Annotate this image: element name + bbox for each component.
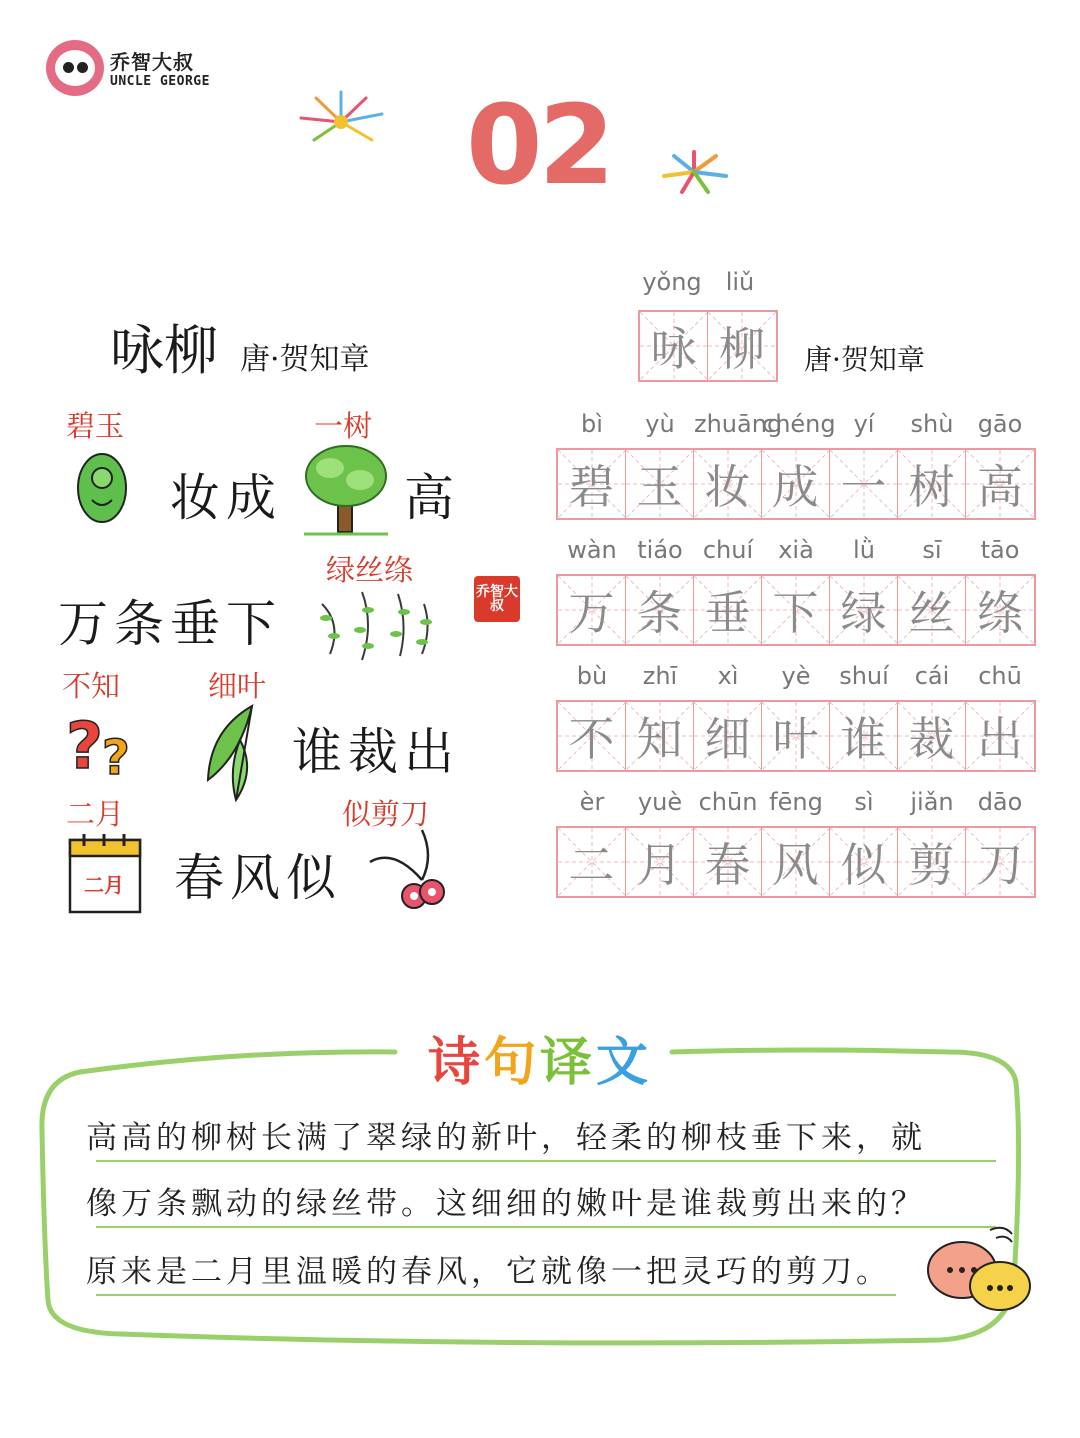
hint-xiye: 细叶 [208,669,267,703]
title-char: 诗 [427,1033,484,1093]
grid-char: 树 [908,460,955,514]
grid-char: 谁 [840,712,887,766]
pinyin: lǜ [853,536,875,564]
seal-stamp: 乔智大叔 [474,576,520,622]
pinyin: tiáo [637,536,683,564]
translation-title [0,1020,1080,1095]
pinyin: xì [717,662,739,690]
grid-char: 妆 [704,460,751,514]
grid-char: 一 [840,460,887,514]
hint-lvsitao: 绿丝绦 [326,553,414,587]
pinyin: shù [910,410,954,438]
hint-yishu: 一树 [314,409,373,443]
pinyin: yǒng [642,268,702,296]
pinyin: yè [781,662,811,690]
pinyin: chūn [698,788,758,816]
hint-eryue: 二月 [66,797,125,831]
pinyin: chéng [762,410,836,438]
pinyin: tāo [980,536,1020,564]
pinyin: sì [854,788,874,816]
title-char: 译 [540,1033,597,1093]
grid-author: 唐·贺知章 [804,343,925,376]
pinyin: gāo [977,410,1023,438]
grid-char: 春 [704,838,751,892]
pinyin: xià [778,536,814,564]
poem-line1-a: 妆成 [170,469,282,527]
grid-char: 碧 [568,460,615,514]
grid-char: 万 [568,586,615,640]
grid-char: 绿 [840,586,887,640]
grid-char: 知 [636,712,683,766]
brand-name-cn: 乔智大叔 [110,50,194,74]
grid-char: 咏 [650,322,697,376]
chat-bubbles-icon [920,1220,1040,1324]
grid-char: 高 [977,460,1023,514]
title-char: 句 [483,1033,540,1093]
poem-title: 咏柳 [110,319,218,382]
svg-text:二月: 二月 [84,873,124,897]
grid-char: 似 [840,838,887,892]
pinyin: fēng [769,788,823,816]
pinyin: cái [914,662,950,690]
translation-line: 高高的柳树长满了翠绿的新叶，轻柔的柳枝垂下来，就 [86,1120,926,1156]
title-char: 文 [596,1033,653,1093]
grid-char: 玉 [636,460,683,514]
pinyin: bù [576,662,608,690]
pinyin: yuè [637,788,683,816]
pinyin: liǔ [725,268,755,296]
pinyin: chuí [702,536,754,564]
grid-char: 绦 [977,586,1023,640]
grid-char: 丝 [908,586,955,640]
pinyin: zhī [642,662,678,690]
hint-buzhi: 不知 [62,669,121,703]
pinyin: wàn [567,536,617,564]
grid-char: 风 [772,838,819,892]
grid-char: 不 [568,712,615,766]
pinyin: zhuāng [694,410,783,438]
translation-line: 原来是二月里温暖的春风，它就像一把灵巧的剪刀。 [86,1254,891,1290]
grid-char: 下 [772,586,819,640]
grid-char: 月 [636,838,683,892]
poem-line2: 万条垂下 [58,595,282,653]
svg-text:?: ? [102,730,130,782]
svg-text:?: ? [66,710,104,782]
grid-char: 出 [977,712,1023,766]
grid-char: 叶 [772,712,819,766]
pinyin: shuí [839,662,889,690]
grid-char: 刀 [977,838,1023,892]
grid-char: 柳 [719,322,765,376]
brand-name-en: UNCLE GEORGE [110,74,210,89]
translation-underline [96,1294,896,1296]
pinyin: jiǎn [910,788,954,816]
grid-char: 成 [772,460,819,514]
pinyin: yí [853,410,875,438]
pinyin: dāo [977,788,1023,816]
pinyin: sī [922,536,942,564]
grid-char: 垂 [704,586,751,640]
pinyin: bì [581,410,603,438]
grid-char: 剪 [908,838,955,892]
pinyin: yù [645,410,675,438]
poem-author: 唐·贺知章 [240,342,370,377]
grid-char: 二 [568,838,615,892]
poem-line3: 谁裁出 [292,723,460,781]
translation-underline [96,1160,996,1162]
grid-char: 条 [636,586,683,640]
pinyin: chū [978,662,1022,690]
grid-char: 细 [704,712,751,766]
grid-char: 裁 [908,712,955,766]
hint-sijiandao: 似剪刀 [342,797,430,831]
hint-biyu: 碧玉 [66,409,125,443]
page-number: 02 [466,81,612,209]
poem-line1-b: 高 [404,469,460,527]
poem-line4: 春风似 [174,849,342,907]
translation-line: 像万条飘动的绿丝带。这细细的嫩叶是谁裁剪出来的？ [86,1186,926,1222]
translation-underline [96,1226,996,1228]
pinyin: èr [579,788,605,816]
